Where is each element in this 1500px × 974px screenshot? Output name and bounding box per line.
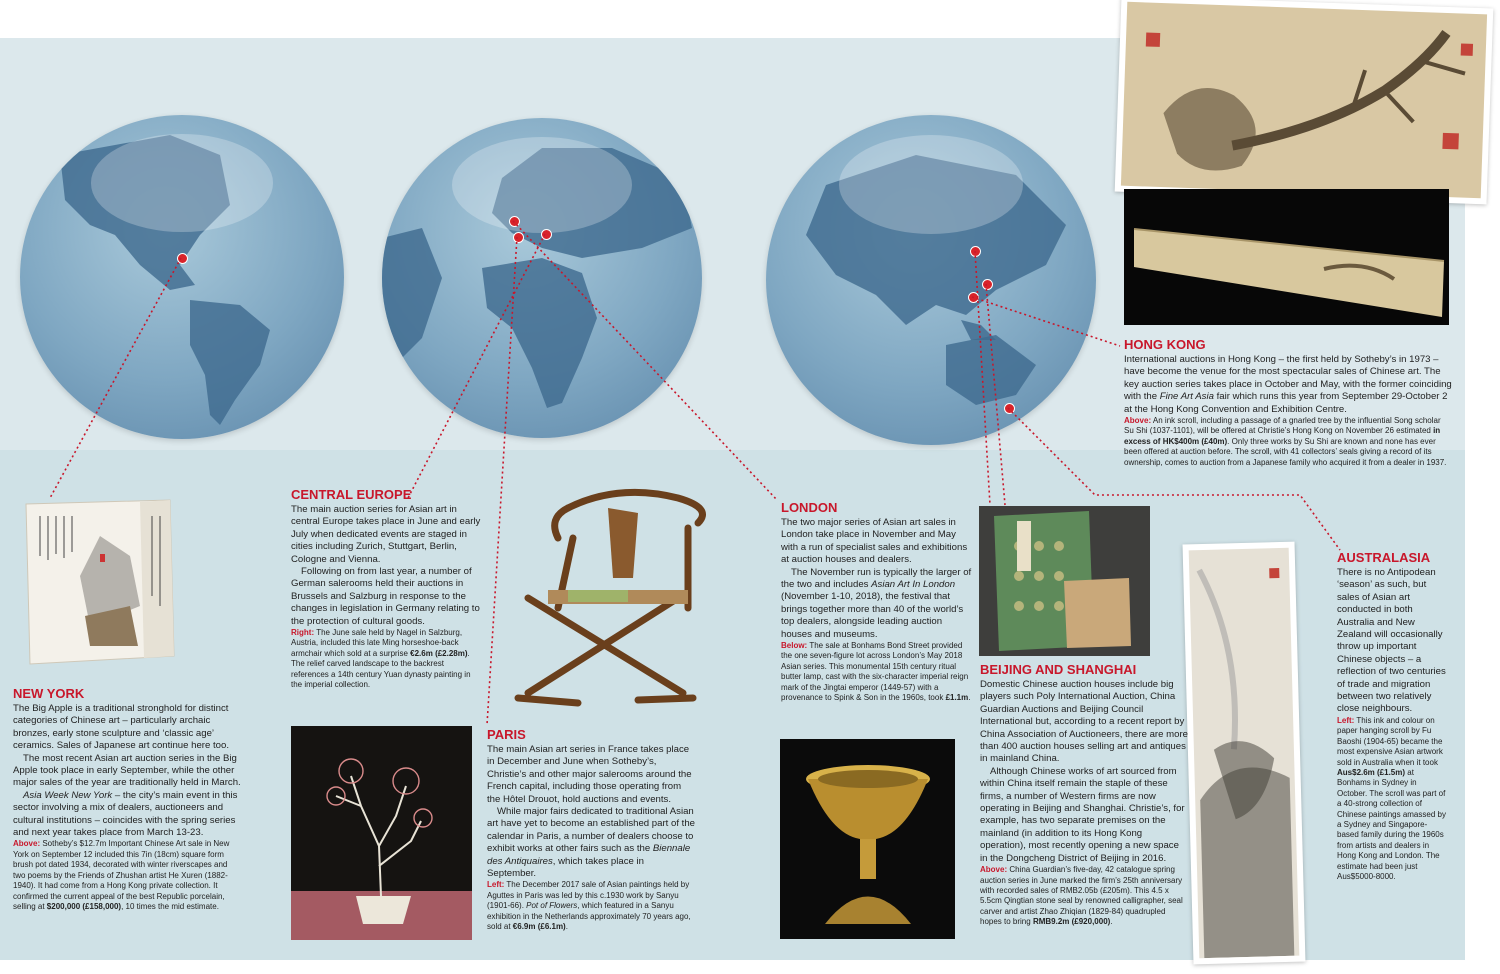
caption-hong-kong [1124,416,1452,468]
caption-text: China Guardian’s five-day, 42 catalogue spring auction series in June marked the firm’s 25th anniversary with recorded sales of RMB2.05b (£205m). This 4.5 x 5.5cm Qingtian stone seal by renowned calligrapher, seal carver and artist Zhao Zhiqian (1829-84) quadrupled hopes to bring [980,865,1183,927]
caption-new-york [13,839,241,912]
caption-label: Above: [13,839,41,849]
marker-london [509,216,520,227]
heading-new-york: NEW YORK [13,686,85,701]
marker-paris [513,232,524,243]
marker-new-york [177,253,188,264]
marker-australasia [1004,403,1015,414]
caption-price: RMB9.2m (£920,000) [1032,917,1111,927]
seal-and-box-image [979,506,1150,656]
london-paragraph-2 [781,567,973,641]
section-central-europe [291,487,483,691]
hong-kong-paragraph-1a: International auctions in Hong Kong – the first held by Sotheby’s in 1973 – have become the venue for the most spectacular sales of Chinese art. The key auction series takes place in October and May, with the former coinciding with the [1124,354,1452,403]
heading-central-europe: CENTRAL EUROPE [291,487,412,502]
section-paris [487,727,695,933]
brush-pot-image [20,496,178,670]
caption-label: Right: [291,628,315,638]
butter-lamp-image [780,739,955,939]
heading-australasia: AUSTRALASIA [1337,550,1431,565]
caption-price: £1.1m [945,693,969,703]
caption-text: The sale at Bonhams Bond Street provided the one seven-figure lot across London’s May 2018 Asian series. This monumental 15th century ritual butter lamp, cast with the six-character imperial reign mark of the Jingtai emperor (1449-57) with a provenance to Spink & Son in the 1960s, took [781,641,969,703]
section-london [781,500,973,704]
caption-artwork-title: Pot of Flowers [526,901,578,911]
section-new-york [13,686,241,912]
paris-paragraph-2b: , which takes place in September. [487,855,644,880]
caption-label: Above: [980,865,1008,875]
caption-price: in excess of HK$400m (£40m) [1124,426,1441,446]
globe-asia-pacific [766,115,1096,445]
caption-text: Sotheby’s $12.7m Important Chinese Art sale in New York on September 12 included this 7in (18cm) square form brush pot dated 1934, decorated with winter riverscapes and two poems by the Friends of Zhushan artist He Xuren (1882-1940). It had come from a Hong Kong private collection. It confirmed the current appeal of the best Republic porcelain, selling at [13,839,230,911]
fu-baoshi-scroll-frame [1183,542,1306,965]
marker-shanghai [982,279,993,290]
caption-paris [487,880,695,932]
central-europe-paragraph-2: Following on from last year, a number of German salerooms held their auctions in Brussels and Salzburg in response to the changes in legislation in Germany relating to the protection of cultural goods. [291,566,480,627]
paris-paragraph-1: The main Asian art series in France takes place in December and June when Sotheby’s, Christie’s and other major salerooms around the French capital, including those operating from the Hôtel Drouot, hold auctions and events. [487,744,692,805]
new-york-paragraph-3-text: – the city’s main event in this sector involving a mix of dealers, auctioneers and cultural institutions – coincides with the spring series and next year takes place from March 13-23. [13,789,238,839]
caption-end: , 10 times the mid estimate. [121,901,219,911]
new-york-paragraph-2: The most recent Asian art auction series in the Big Apple took place in early September, while the other major sales of the year are traditionally held in March. [13,752,241,789]
central-europe-paragraph-1: The main auction series for Asian art in central Europe takes place in June and early July when dedicated events are staged in cities including Zurich, Stuttgart, Berlin, Cologne and Vienna. [291,504,481,565]
caption-end: . [1110,917,1113,927]
caption-label: Above: [1124,416,1152,426]
heading-beijing-shanghai: BEIJING AND SHANGHAI [980,662,1137,677]
london-paragraph-2b: (November 1-10, 2018), the festival that brings together more than 40 of the world’s top dealers, alongside leading auction houses and museums. [781,591,964,640]
su-shi-scroll-detail-frame [1115,0,1494,204]
london-paragraph-2a: The November run is typically the larger of the two and includes [781,566,972,591]
new-york-paragraph-3 [13,790,241,840]
london-paragraph-1: The two major series of Asian art sales in London take place in November and May with a run of specialist sales and exhibitions at auction houses and dealers. [781,517,968,566]
caption-text-2: , which featured in a Sanyu exhibition in the Netherlands approximately 70 years ago, sold at [487,901,691,932]
sanyu-pot-of-flowers-image [291,726,472,940]
fine-art-asia-title: Fine Art Asia [1159,391,1214,403]
paris-paragraph-2a: While major fairs dedicated to traditional Asian art have yet to become an established part of the calendar in Paris, a number of dealers choose to exhibit works at other fairs such as the [487,806,695,855]
globe-americas [20,115,344,439]
asia-week-title: Asia Week New York [23,789,113,801]
caption-price: €2.6m (£2.28m) [410,648,468,658]
caption-end: . [968,693,971,703]
caption-end: . Only three works by Su Shi are known and none has ever been offered at auction before. The scroll, with 41 collectors’ seals giving a record of its ownership, comes to auction from a Japanese family who acquired it from a dealer in 1937. [1124,436,1447,467]
australasia-paragraph-1: There is no Antipodean ‘season’ as such, but sales of Asian art conducted in both Australia and New Zealand will occasionally throw up important Chinese objects – a reflection of two centuries of trade and migration between two relatively close neighbours. [1337,567,1446,715]
caption-text: This ink and colour on paper hanging scroll by Fu Baoshi (1904-65) became the most expensive Asian artwork sold in Australia when it took [1337,715,1443,767]
caption-end: at Bonhams in Sydney in October. The scroll was part of a 40-strong collection of Chinese paintings amassed by a Sydney and Singapore-based family during the 1960s from artists and dealers in Hong Kong and London. The estimate had been just Aus$5000-8000. [1337,767,1446,881]
caption-end: . [565,922,568,932]
caption-price: €6.9m (£6.1m) [512,922,566,932]
heading-hong-kong: HONG KONG [1124,337,1206,352]
asian-art-in-london-title: Asian Art In London [871,579,956,591]
caption-central-europe [291,628,483,690]
caption-price: Aus$2.6m (£1.5m) [1337,767,1406,777]
hong-kong-paragraph-1 [1124,354,1452,416]
fu-baoshi-scroll-image [1189,548,1300,958]
caption-text: The June sale held by Nagel in Salzburg, Austria, included this late Ming horseshoe-back armchair which sold at a surprise [291,628,463,658]
heading-london: LONDON [781,500,838,515]
caption-text: An ink scroll, including a passage of a gnarled tree by the influential Song scholar Su Shi (1037-1101), will be offered at Christie’s Hong Kong on November 26 estimated [1124,416,1441,436]
section-australasia [1337,550,1447,882]
caption-label: Below: [781,641,808,651]
biennale-title: Biennale des Antiquaires [487,843,691,867]
horseshoe-armchair-image [488,478,720,708]
su-shi-scroll-unrolled-image [1124,189,1449,325]
caption-price: $200,000 (£158,000) [46,901,122,911]
caption-london [781,641,973,703]
caption-australasia [1337,716,1447,883]
caption-label: Left: [1337,715,1355,725]
beijing-paragraph-2: Although Chinese works of art sourced from within China itself remain the staple of these firms, a number of Western firms are now operating in Beijing and Shanghai. Christie’s, for example, has two separate premises on the mainland (in addition to its Hong Kong operation), most recently opening a new space in the Dongcheng District of Beijing in 2016. [980,765,1185,864]
su-shi-scroll-detail-image [1121,2,1487,198]
heading-paris: PARIS [487,727,526,742]
globe-europe-africa [382,118,702,438]
new-york-paragraph-1: The Big Apple is a traditional stronghold for distinct categories of Chinese art – particularly archaic bronzes, early stone sculpture and ‘classic age’ ceramics. Sales of Japanese art continue here too. [13,703,229,752]
section-beijing-shanghai [980,662,1188,928]
marker-hong-kong [968,292,979,303]
marker-beijing [970,246,981,257]
hong-kong-paragraph-1b: fair which runs this year from September 29-October 2 at the Hong Kong Convention and Exhibition Centre. [1124,391,1448,415]
caption-end: . The relief carved landscape to the backrest references a 14th century Yuan dynasty painting in the imperial collection. [291,648,471,690]
marker-central-europe [541,229,552,240]
paris-paragraph-2 [487,806,695,880]
beijing-paragraph-1: Domestic Chinese auction houses include big players such Poly International Auction, China Guardian Auctions and Beijing Council International but, according to a recent report by China Association of Auctioneers, there are more than 400 auction houses selling art and antiques in mainland China. [980,679,1188,765]
caption-label: Left: [487,880,505,890]
caption-beijing-shanghai [980,865,1188,927]
section-hong-kong [1124,337,1452,468]
caption-text: The December 2017 sale of Asian paintings held by Aguttes in Paris was led by this c.1930 work by Sanyu (1901-66). [487,880,690,911]
